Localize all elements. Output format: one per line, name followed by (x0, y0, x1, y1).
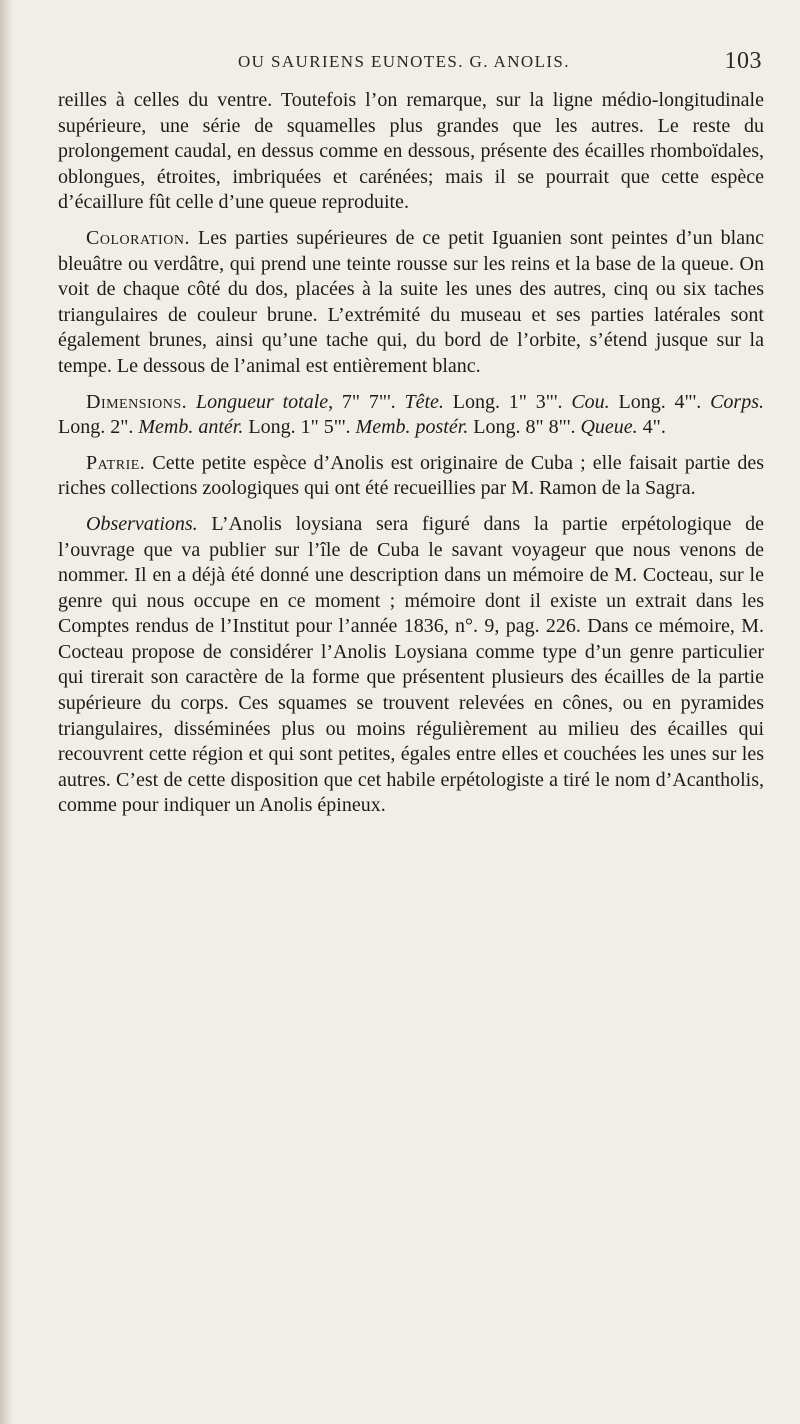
dimension-forelimb-value: Long. 1" 5"'. (243, 416, 356, 439)
dimension-head-value: Long. 1" 3"'. (443, 390, 572, 413)
paragraph-continuation: reilles à celles du ventre. Toutefois l’on remarque, sur la ligne médio-longitudinale supérieure, une série de squamelles plus grandes que les autres. Le reste du prolongement caudal, en dessus comme en dessous, présente des écailles rhomboïdales, oblongues, étroites, imbriquées et carénées; mais il se pourrait que cette espèce d’écaillure fût celle d’une queue reproduite. (58, 89, 764, 214)
section-label-coloration: Coloration. (86, 226, 190, 249)
book-page (58, 48, 764, 829)
section-label-observations: Observations. (86, 512, 198, 535)
dimension-head-label: Tête. (404, 390, 444, 413)
running-head (58, 48, 764, 78)
dimension-body-label: Corps. (710, 390, 764, 413)
dimension-neck-label: Cou. (571, 390, 610, 413)
dimension-hindlimb-label: Memb. postér. (355, 416, 469, 439)
dimension-total-label: Longueur totale (187, 390, 329, 413)
page-binding-edge (0, 0, 14, 1424)
dimension-tail-label: Queue. (580, 416, 638, 439)
section-label-patrie: Patrie. (86, 451, 146, 474)
body-text (58, 88, 764, 819)
patrie-text: Cette petite espèce d’Anolis est originaire de Cuba ; elle faisait partie des riches collections zoologiques qui ont été recueillies par M. Ramon de la Sagra. (58, 451, 764, 500)
paragraph-observations (58, 512, 764, 819)
dimension-forelimb-label: Memb. antér. (138, 416, 244, 439)
dimension-total-value: , 7" 7"'. (328, 390, 405, 413)
dimension-hindlimb-value: Long. 8" 8"'. (468, 416, 581, 439)
dimension-neck-value: Long. 4"'. (609, 390, 711, 413)
paragraph-dimensions (58, 390, 764, 441)
running-title: OU SAURIENS EUNOTES. G. ANOLIS. (238, 52, 570, 71)
section-label-dimensions: Dimensions. (86, 390, 188, 413)
page-number: 103 (724, 48, 762, 74)
dimension-body-value: Long. 2". (58, 416, 139, 439)
paragraph-coloration (58, 226, 764, 380)
dimension-tail-value: 4". (637, 416, 666, 439)
observations-text: L’Anolis loysiana sera figuré dans la partie erpétologique de l’ouvrage que va publier sur l’île de Cuba le savant voyageur que nous venons de nommer. Il en a déjà été donné une description dans un mémoire de M. Cocteau, sur le genre qui nous occupe en ce moment ; mémoire dont il existe un extrait dans les Comptes rendus de l’Institut pour l’année 1836, n°. 9, pag. 226. Dans ce mémoire, M. Cocteau propose de considérer l’Anolis Loysiana comme type d’un genre particulier qui tirerait son caractère de la forme que présentent plusieurs des écailles de la partie supérieure du corps. Ces squames se trouvent relevées en cônes, ou en pyramides triangulaires, disséminées plus ou moins régulièrement au milieu des écailles qui recouvrent cette région et qui sont petites, égales entre elles et couchées les unes sur les autres. C’est de cette disposition que cet habile erpétologiste a tiré le nom d’Acantholis, comme pour indiquer un Anolis épineux. (58, 512, 764, 817)
paragraph-patrie (58, 451, 764, 502)
coloration-text: Les parties supérieures de ce petit Iguanien sont peintes d’un blanc bleuâtre ou verdâtre, qui prend une teinte rousse sur les reins et la base de la queue. On voit de chaque côté du dos, placées à la suite les unes des autres, cinq ou six taches triangulaires de couleur brune. L’extrémité du museau et ses parties latérales sont également brunes, ainsi qu’une tache qui, du bord de l’orbite, s’étend jusque sur la tempe. Le dessous de l’animal est entièrement blanc. (58, 226, 764, 377)
